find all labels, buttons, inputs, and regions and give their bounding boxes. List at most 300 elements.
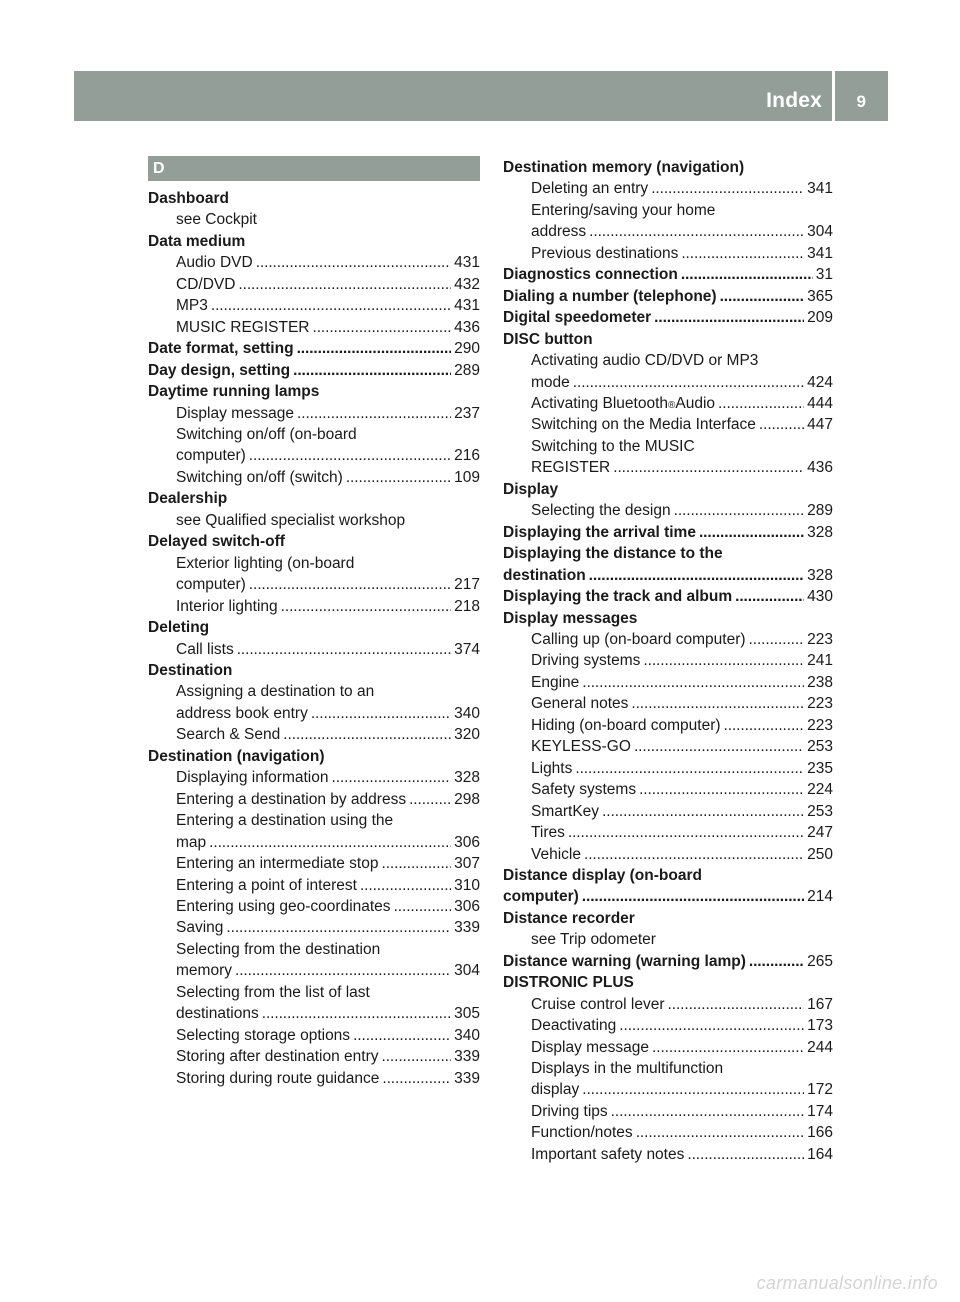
index-subentry	[148, 832, 480, 853]
dot-leader	[611, 1101, 804, 1122]
dot-leader	[636, 1122, 804, 1143]
page-reference: 164	[807, 1145, 833, 1163]
dot-leader	[283, 724, 451, 745]
dot-leader	[293, 360, 451, 381]
page-reference: 365	[807, 287, 833, 305]
index-entry	[503, 479, 833, 500]
entry-text: see Trip odometer	[531, 931, 656, 949]
index-subentry	[148, 510, 480, 531]
index-subentry	[503, 1015, 833, 1036]
index-entry	[503, 264, 833, 285]
page-reference: 432	[454, 275, 480, 293]
entry-text: Switching on/off (on-board	[176, 425, 357, 443]
entry-text: KEYLESS-GO	[531, 738, 631, 756]
dot-leader	[312, 317, 451, 338]
page-reference: 340	[454, 704, 480, 722]
index-subentry	[503, 672, 833, 693]
dot-leader	[654, 307, 804, 328]
page-reference: 430	[807, 588, 833, 606]
entry-text: memory	[176, 962, 232, 980]
dot-leader	[262, 1003, 451, 1024]
index-subentry	[148, 596, 480, 617]
section-title: Index	[766, 89, 822, 112]
page-reference: 339	[454, 1048, 480, 1066]
index-subentry	[148, 1068, 480, 1089]
entry-text: see Cockpit	[176, 211, 257, 229]
dot-leader	[235, 960, 451, 981]
page-reference: 235	[807, 759, 833, 777]
entry-text: Deactivating	[531, 1017, 617, 1035]
dot-leader	[382, 1068, 451, 1089]
page-reference: 247	[807, 824, 833, 842]
index-subentry	[148, 853, 480, 874]
dot-leader	[353, 1025, 451, 1046]
entry-text: Dialing a number (telephone)	[503, 287, 717, 305]
entry-text: map	[176, 833, 207, 851]
dot-leader	[211, 295, 451, 316]
page-reference: 166	[807, 1124, 833, 1142]
index-subentry	[503, 779, 833, 800]
entry-text: computer)	[176, 576, 246, 594]
index-subentry	[148, 681, 480, 702]
dot-leader	[297, 338, 452, 359]
dot-leader	[249, 574, 451, 595]
index-subentry	[503, 758, 833, 779]
index-subentry	[503, 822, 833, 843]
index-subentry: Activating Bluetooth ® Audio . . . 444	[503, 393, 833, 414]
dot-leader	[674, 500, 805, 521]
index-subentry	[148, 896, 480, 917]
entry-text: SmartKey	[531, 802, 600, 820]
index-entry	[148, 488, 480, 509]
index-entry	[503, 543, 833, 564]
page-reference: 31	[815, 266, 833, 284]
dot-leader	[619, 1015, 804, 1036]
index-subentry	[148, 274, 480, 295]
index-subentry	[148, 703, 480, 724]
page-reference: 253	[807, 738, 833, 756]
dot-leader	[613, 457, 804, 478]
entry-text: Audio DVD	[176, 254, 253, 272]
index-entry	[148, 360, 480, 381]
dot-leader	[631, 693, 804, 714]
index-entry	[148, 617, 480, 638]
entry-text: Switching to the MUSIC	[531, 437, 695, 455]
entry-text: General notes	[531, 695, 629, 713]
dot-leader	[652, 1037, 804, 1058]
entry-text: Interior lighting	[176, 597, 278, 615]
index-subentry	[148, 960, 480, 981]
index-subentry	[148, 917, 480, 938]
entry-text: Important safety notes	[531, 1145, 685, 1163]
page-reference: 340	[454, 1026, 480, 1044]
index-subentry	[503, 457, 833, 478]
entry-text: MUSIC REGISTER	[176, 318, 310, 336]
index-subentry	[148, 295, 480, 316]
dot-leader	[582, 886, 804, 907]
entry-text: Selecting the design	[531, 502, 671, 520]
index-subentry	[148, 445, 480, 466]
index-entry	[503, 908, 833, 929]
entry-text: Delayed switch-off	[148, 533, 285, 551]
page-reference: 174	[807, 1102, 833, 1120]
dot-leader	[568, 822, 804, 843]
dot-leader	[718, 393, 804, 414]
index-subentry	[503, 414, 833, 435]
index-entry	[503, 865, 833, 886]
entry-text: Displaying the track and album	[503, 588, 733, 606]
index-subentry	[503, 1101, 833, 1122]
index-subentry	[503, 629, 833, 650]
entry-text: Selecting from the destination	[176, 940, 381, 958]
index-entry	[503, 329, 833, 350]
index-subentry	[148, 1003, 480, 1024]
dot-leader	[226, 917, 451, 938]
page-reference: 328	[454, 769, 480, 787]
dot-leader	[668, 994, 805, 1015]
dot-leader	[346, 467, 451, 488]
page-reference: 218	[454, 597, 480, 615]
page-reference: 244	[807, 1038, 833, 1056]
index-subentry	[148, 810, 480, 831]
index-subentry	[503, 221, 833, 242]
dot-leader	[249, 445, 451, 466]
dot-leader	[575, 758, 804, 779]
page-reference: 223	[807, 630, 833, 648]
index-subentry	[503, 436, 833, 457]
page-reference: 172	[807, 1081, 833, 1099]
index-subentry	[503, 844, 833, 865]
entry-text: Display	[503, 480, 559, 498]
entry-text: Data medium	[148, 232, 246, 250]
page-reference: 447	[807, 416, 833, 434]
entry-text: Displays in the multifunction	[531, 1060, 724, 1078]
entry-text: Destination	[148, 661, 233, 679]
dot-leader	[681, 243, 804, 264]
index-entry	[503, 522, 833, 543]
page-reference: 250	[807, 845, 833, 863]
page-reference: 436	[454, 318, 480, 336]
entry-text: Tires	[531, 824, 565, 842]
entry-text: Switching on/off (switch)	[176, 468, 343, 486]
index-entry	[503, 307, 833, 328]
index-subentry	[148, 424, 480, 445]
page-reference: 223	[807, 716, 833, 734]
dot-leader	[409, 789, 451, 810]
page-reference: 265	[807, 952, 833, 970]
index-subentry	[148, 252, 480, 273]
index-subentry	[148, 789, 480, 810]
index-column-left	[148, 156, 480, 1089]
index-subentry	[148, 1046, 480, 1067]
index-subentry	[503, 178, 833, 199]
page-reference: 241	[807, 652, 833, 670]
entry-text: Selecting from the list of last	[176, 983, 370, 1001]
entry-text: Lights	[531, 759, 573, 777]
dot-leader	[582, 672, 804, 693]
dot-leader	[589, 565, 804, 586]
dot-leader	[651, 178, 804, 199]
page-reference: 431	[454, 254, 480, 272]
index-subentry	[148, 639, 480, 660]
entry-text: DISTRONIC PLUS	[503, 974, 634, 992]
dot-leader	[735, 586, 804, 607]
index-subentry	[503, 1037, 833, 1058]
entry-text: Exterior lighting (on-board	[176, 554, 355, 572]
dot-leader	[720, 286, 805, 307]
index-subentry	[503, 994, 833, 1015]
entry-text: Displaying the distance to the	[503, 545, 723, 563]
page-reference: 209	[807, 309, 833, 327]
index-subentry	[503, 715, 833, 736]
entry-text: MP3	[176, 297, 208, 315]
entry-text: Previous destinations	[531, 244, 679, 262]
page-reference: 217	[454, 576, 480, 594]
index-subentry	[503, 1058, 833, 1079]
entry-text: Cruise control lever	[531, 995, 665, 1013]
index-entry	[503, 972, 833, 993]
entry-text: Digital speedometer	[503, 309, 652, 327]
entry-text: Driving systems	[531, 652, 641, 670]
index-subentry	[503, 243, 833, 264]
dot-leader	[639, 779, 804, 800]
entry-text: Storing during route guidance	[176, 1069, 380, 1087]
index-entry	[503, 586, 833, 607]
page-reference: 253	[807, 802, 833, 820]
page-reference: 328	[807, 566, 833, 584]
entry-text: Engine	[531, 673, 580, 691]
page-reference: 436	[807, 459, 833, 477]
dot-leader	[281, 596, 451, 617]
entry-text: Call lists	[176, 640, 234, 658]
dot-leader	[311, 703, 451, 724]
entry-text: address	[531, 223, 587, 241]
dot-leader	[381, 1046, 451, 1067]
page-reference: 167	[807, 995, 833, 1013]
index-subentry	[503, 801, 833, 822]
dot-leader	[209, 832, 451, 853]
page-reference: 424	[807, 373, 833, 391]
index-entry	[503, 608, 833, 629]
dot-leader	[394, 896, 452, 917]
index-entry	[503, 157, 833, 178]
entry-text: Displaying the arrival time	[503, 523, 696, 541]
dot-leader	[724, 715, 805, 736]
entry-text: Entering an intermediate stop	[176, 855, 379, 873]
page-reference: 320	[454, 726, 480, 744]
page-reference: 173	[807, 1017, 833, 1035]
entry-text: Destination memory (navigation)	[503, 159, 745, 176]
index-subentry	[148, 209, 480, 230]
header-divider	[832, 71, 835, 121]
dot-leader	[582, 1079, 804, 1100]
index-subentry	[503, 350, 833, 371]
page-reference: 304	[454, 962, 480, 980]
page-reference: 304	[807, 223, 833, 241]
index-entry	[503, 565, 833, 586]
right-entries	[503, 157, 833, 1165]
entry-text: Entering using geo-coordinates	[176, 897, 391, 915]
page-number: 9	[856, 92, 866, 111]
entry-text: Selecting storage options	[176, 1026, 351, 1044]
entry-text: Activating audio CD/DVD or MP3	[531, 352, 759, 370]
index-subentry	[503, 929, 833, 950]
page-reference: 339	[454, 1069, 480, 1087]
index-entry	[148, 531, 480, 552]
page-reference: 306	[454, 897, 480, 915]
entry-text: Day design, setting	[148, 361, 291, 379]
section-letter-bar: D	[148, 156, 480, 181]
dot-leader	[759, 414, 804, 435]
entry-text: display	[531, 1081, 580, 1099]
index-subentry	[503, 650, 833, 671]
page-reference: 374	[454, 640, 480, 658]
entry-text: DISC button	[503, 330, 593, 348]
entry-text: Entering a destination using the	[176, 812, 394, 830]
dot-leader	[643, 650, 804, 671]
page-reference: 305	[454, 1005, 480, 1023]
entry-text: Saving	[176, 919, 224, 937]
entry-text: Distance display (on-board	[503, 866, 702, 884]
entry-text: Entering a destination by address	[176, 790, 407, 808]
entry-text: Distance recorder	[503, 909, 635, 927]
page-reference: 237	[454, 404, 480, 422]
index-subentry	[503, 1079, 833, 1100]
dot-leader	[749, 951, 804, 972]
index-subentry	[148, 574, 480, 595]
entry-text: Display messages	[503, 609, 638, 627]
index-entry	[148, 746, 480, 767]
entry-text: Activating Bluetooth	[531, 394, 669, 412]
entry-text: Driving tips	[531, 1102, 608, 1120]
index-entry	[148, 660, 480, 681]
entry-text: Search & Send	[176, 726, 281, 744]
page-reference: 216	[454, 447, 480, 465]
page-reference: 290	[454, 340, 480, 358]
index-subentry	[503, 200, 833, 221]
dot-leader	[584, 844, 804, 865]
index-subentry	[503, 500, 833, 521]
dot-leader	[256, 252, 451, 273]
dot-leader	[297, 403, 451, 424]
index-entry	[503, 951, 833, 972]
page-reference: 444	[807, 394, 833, 412]
entry-text: Calling up (on-board computer)	[531, 630, 746, 648]
dot-leader	[699, 522, 804, 543]
index-subentry	[148, 875, 480, 896]
dot-leader	[573, 372, 804, 393]
index-subentry	[503, 372, 833, 393]
entry-text: Display message	[176, 404, 295, 422]
page-reference: 224	[807, 781, 833, 799]
index-subentry	[148, 403, 480, 424]
page-reference: 298	[454, 790, 480, 808]
index-subentry	[503, 693, 833, 714]
index-entry	[148, 381, 480, 402]
page-reference: 289	[454, 361, 480, 379]
entry-text: Date format, setting	[148, 340, 294, 358]
entry-text: Destination (navigation)	[148, 747, 325, 765]
entry-text-continued: Audio	[675, 394, 716, 412]
index-entry	[503, 286, 833, 307]
index-entry	[148, 188, 480, 209]
index-entry	[148, 231, 480, 252]
entry-text: Deleting an entry	[531, 180, 649, 198]
page-reference: 223	[807, 695, 833, 713]
entry-text: Vehicle	[531, 845, 581, 863]
dot-leader	[687, 1144, 804, 1165]
page-reference: 328	[807, 523, 833, 541]
entry-text: see Qualified specialist workshop	[176, 511, 406, 529]
index-subentry	[148, 724, 480, 745]
index-entry	[148, 338, 480, 359]
dot-leader	[360, 875, 451, 896]
entry-text: destinations	[176, 1005, 259, 1023]
dot-leader	[589, 221, 804, 242]
index-subentry	[148, 467, 480, 488]
page-reference: 214	[807, 888, 833, 906]
left-entries	[148, 188, 480, 1089]
page-reference: 109	[454, 468, 480, 486]
page-reference: 238	[807, 673, 833, 691]
entry-text: Safety systems	[531, 781, 637, 799]
dot-leader	[602, 801, 804, 822]
entry-text: Daytime running lamps	[148, 383, 320, 401]
dot-leader	[332, 767, 452, 788]
index-subentry	[148, 939, 480, 960]
page-reference: 341	[807, 244, 833, 262]
entry-text: Dealership	[148, 490, 228, 508]
page-reference: 307	[454, 855, 480, 873]
entry-text: REGISTER	[531, 459, 611, 477]
entry-text: mode	[531, 373, 570, 391]
dot-leader	[749, 629, 805, 650]
page-reference: 431	[454, 297, 480, 315]
index-subentry	[503, 736, 833, 757]
dot-leader	[238, 274, 451, 295]
entry-text: computer)	[503, 888, 579, 906]
entry-text: Hiding (on-board computer)	[531, 716, 721, 734]
entry-text: destination	[503, 566, 586, 584]
page-reference: 306	[454, 833, 480, 851]
entry-text: Distance warning (warning lamp)	[503, 952, 746, 970]
entry-text: CD/DVD	[176, 275, 236, 293]
index-subentry	[148, 767, 480, 788]
entry-text: Switching on the Media Interface	[531, 416, 756, 434]
index-entry	[503, 886, 833, 907]
entry-text: computer)	[176, 447, 246, 465]
page-header	[74, 71, 888, 121]
dot-leader	[237, 639, 451, 660]
index-subentry	[503, 1122, 833, 1143]
index-subentry	[503, 1144, 833, 1165]
index-subentry	[148, 982, 480, 1003]
entry-text: address book entry	[176, 704, 308, 722]
entry-text: Diagnostics connection	[503, 266, 678, 284]
dot-leader	[381, 853, 451, 874]
watermark: carmanualsonline.info	[756, 1273, 938, 1293]
entry-text: Display message	[531, 1038, 650, 1056]
entry-text: Function/notes	[531, 1124, 633, 1142]
index-column-right	[503, 157, 833, 1165]
entry-text: Entering/saving your home	[531, 201, 716, 219]
entry-text: Entering a point of interest	[176, 876, 357, 894]
index-subentry	[148, 1025, 480, 1046]
page-reference: 289	[807, 502, 833, 520]
page-reference: 310	[454, 876, 480, 894]
entry-text: Dashboard	[148, 190, 229, 207]
entry-text: Displaying information	[176, 769, 329, 787]
